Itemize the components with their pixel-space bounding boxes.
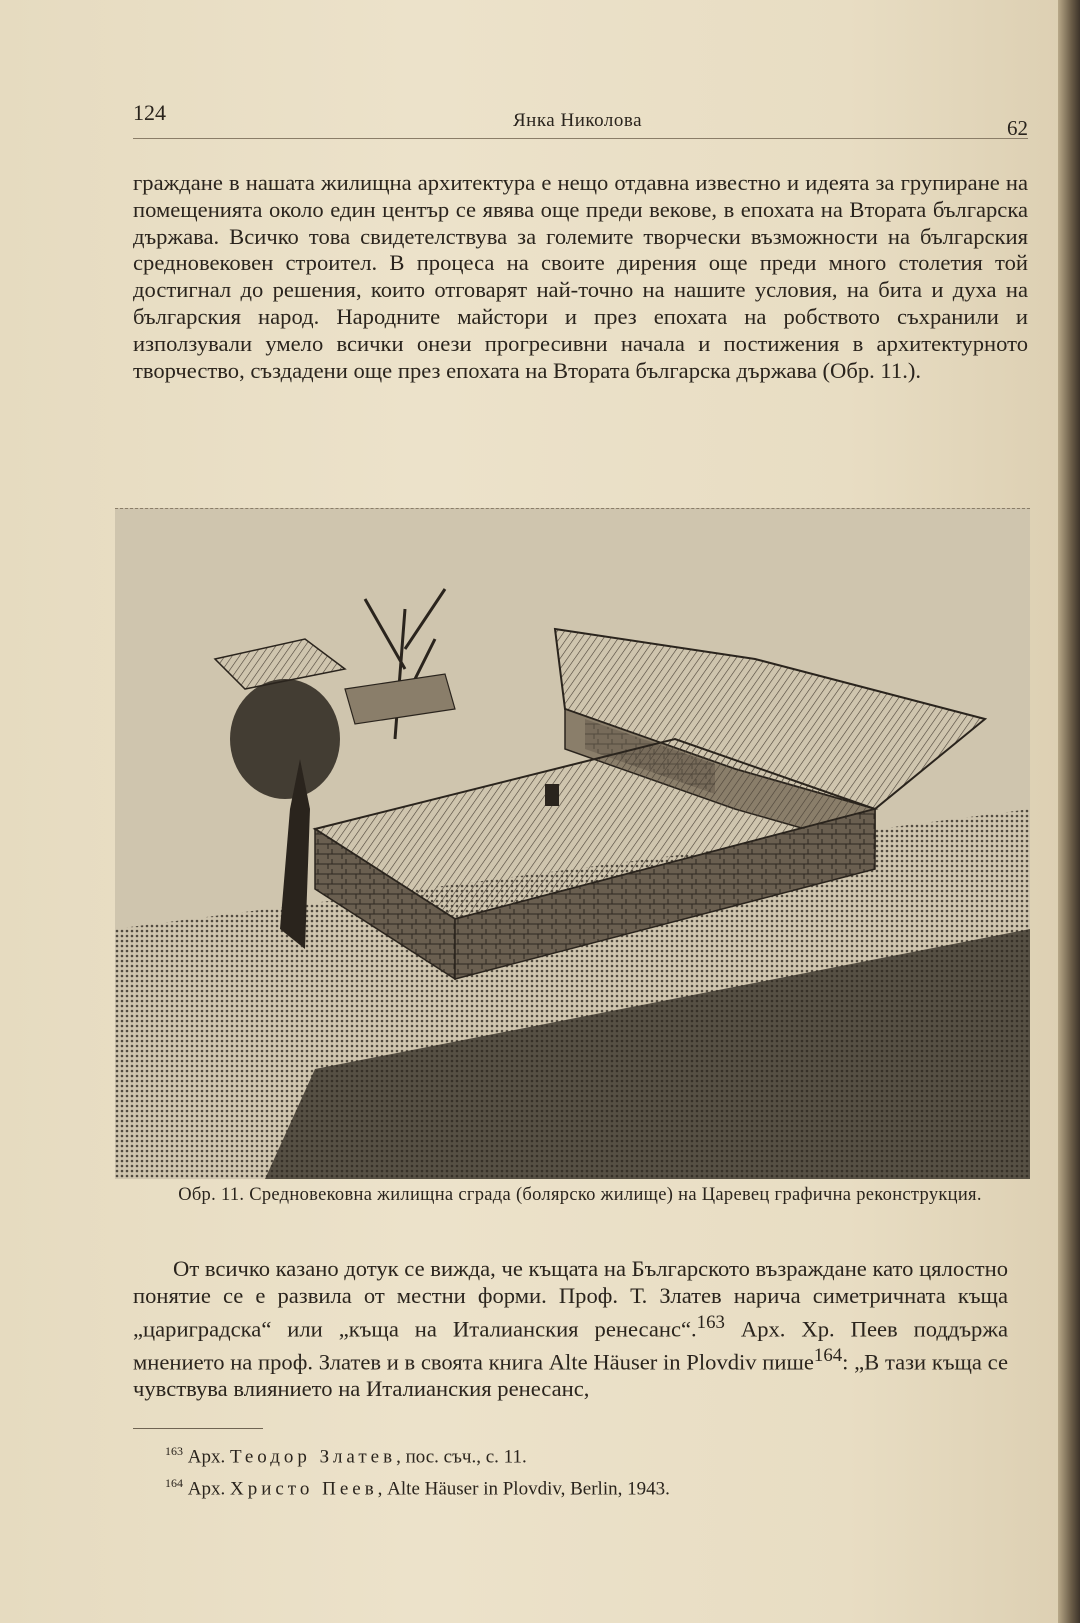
paragraph-2-part-c: : „В тази къща се чувствува влиянието на Италианския ренесанс, bbox=[133, 1349, 1008, 1402]
footnote-prefix: Арх. bbox=[187, 1446, 230, 1468]
footnote-ref-164: 164 bbox=[813, 1344, 843, 1366]
footnote-164 bbox=[165, 1470, 1005, 1502]
footnote-text: , пос. съч., с. 11. bbox=[396, 1446, 527, 1468]
running-title: Янка Николова bbox=[513, 110, 643, 131]
page-number-right: 62 bbox=[1007, 116, 1028, 140]
building-illustration-icon bbox=[115, 509, 1030, 1179]
footnote-prefix: Арх. bbox=[187, 1478, 230, 1500]
page-number-left: 124 bbox=[133, 100, 166, 125]
footnote-rule bbox=[133, 1428, 263, 1429]
footnotes bbox=[165, 1438, 1005, 1503]
footnote-author: Христо Пеев bbox=[229, 1478, 378, 1500]
figure-caption: Обр. 11. Средновековна жилищна сграда (болярско жилище) на Царевец графична реконструкция. bbox=[178, 1185, 982, 1205]
footnote-author: Теодор Златев bbox=[229, 1446, 397, 1468]
book-spine bbox=[1058, 0, 1080, 1623]
figure-11 bbox=[115, 508, 1030, 1179]
footnote-ref-163: 163 bbox=[696, 1311, 725, 1333]
footnote-163 bbox=[165, 1438, 1005, 1470]
footnote-number: 164 bbox=[165, 1476, 183, 1491]
footnote-number: 163 bbox=[165, 1444, 183, 1458]
paragraph-2 bbox=[133, 1256, 1008, 1403]
paragraph-1: граждане в нашата жилищна архитектура е нещо отдавна известно и идеята за групиране на помещенията около един център се явява още преди векове, в епохата на Втората българска държава. Всичко това свидетелствува за големите творчески възможности на българския средновековен строител. В процеса на своите дирения още преди много столетия той достигнал до решения, които отговарят най-точно на нашите условия, на бита и духа на българския народ. Народните майстори и през епохата на робството съхранили и използували умело всички онези прогресивни начала и постижения в архитектурното творчество, създадени още през епохата на Втората българска държава (Обр. 11.). bbox=[133, 170, 1028, 383]
paragraph-2-part-b: Арх. Хр. Пеев поддържа мнението на проф. Златев и в своята книга Alte Häuser in Plovdiv пише bbox=[133, 1316, 1008, 1375]
paragraph-2-part-a: От всичко казано дотук се вижда, че къщата на Българското възраждане като цялостно понятие се е развила от местни форми. Проф. Т. Златев нарича симетричната къща „цариградска“ или „къща на Италианския ренесанс“. bbox=[133, 1256, 1008, 1342]
footnote-text: , Alte Häuser in Plovdiv, Berlin, 1943. bbox=[377, 1478, 670, 1500]
page-header bbox=[133, 98, 1028, 139]
